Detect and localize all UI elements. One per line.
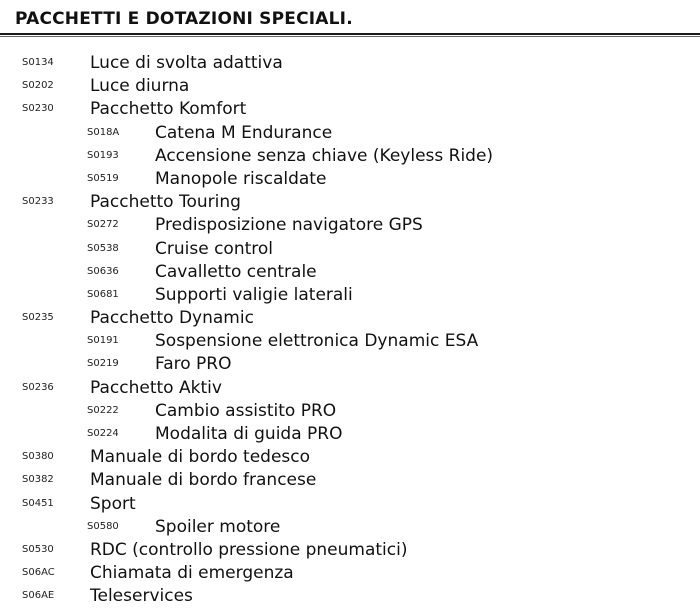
list-item-sub xyxy=(0,423,700,446)
list-item-sub xyxy=(0,145,700,168)
list-item-sub xyxy=(0,168,700,191)
option-label: Cambio assistito PRO xyxy=(155,400,337,421)
option-label: Spoiler motore xyxy=(155,516,281,537)
option-code: S0191 xyxy=(87,335,119,347)
option-label: Accensione senza chiave (Keyless Ride) xyxy=(155,145,494,166)
list-item-sub xyxy=(0,122,700,145)
list-item-sub xyxy=(0,284,700,307)
option-code: S0233 xyxy=(22,196,54,208)
option-code: S0236 xyxy=(22,381,54,393)
list-item-sub xyxy=(0,330,700,353)
option-label: Predisposizione navigatore GPS xyxy=(155,215,423,236)
list-item xyxy=(0,75,700,98)
option-label: Pacchetto Dynamic xyxy=(90,308,254,329)
option-code: S0382 xyxy=(22,474,54,486)
option-label: Manopole riscaldate xyxy=(155,168,327,189)
equipment-list xyxy=(0,52,700,609)
option-code: S0230 xyxy=(22,103,54,115)
option-label: Chiamata di emergenza xyxy=(90,563,294,584)
list-item xyxy=(0,562,700,585)
option-code: S0193 xyxy=(87,149,119,161)
list-item xyxy=(0,446,700,469)
option-label: Modalita di guida PRO xyxy=(155,424,343,444)
option-code: S0235 xyxy=(22,312,54,324)
option-label: Sospensione elettronica Dynamic ESA xyxy=(155,331,479,352)
list-item xyxy=(0,539,700,562)
option-code: S0272 xyxy=(87,219,119,231)
option-label: RDC (controllo pressione pneumatici) xyxy=(90,539,408,560)
list-item xyxy=(0,469,700,492)
list-item-sub xyxy=(0,238,700,261)
list-item xyxy=(0,307,700,330)
list-item xyxy=(0,585,700,608)
option-label: Cruise control xyxy=(155,238,274,259)
option-label: Manuale di bordo francese xyxy=(90,470,317,491)
option-code: S06AE xyxy=(22,590,55,602)
option-code: S0519 xyxy=(87,172,119,184)
title-divider xyxy=(0,33,700,37)
list-item xyxy=(0,191,700,214)
option-code: S0222 xyxy=(87,404,119,416)
option-code: S0530 xyxy=(22,543,54,555)
option-code: S0636 xyxy=(87,265,119,277)
option-label: Pacchetto Komfort xyxy=(90,99,247,120)
option-label: Luce di svolta adattiva xyxy=(90,53,283,73)
option-label: Teleservices xyxy=(90,586,193,607)
option-label: Sport xyxy=(90,493,136,514)
option-code: S0681 xyxy=(87,288,119,300)
option-code: S0380 xyxy=(22,451,54,463)
list-item xyxy=(0,377,700,400)
list-item-sub xyxy=(0,261,700,284)
option-code: S0224 xyxy=(87,428,119,439)
list-item-sub xyxy=(0,214,700,237)
option-label: Faro PRO xyxy=(155,354,232,375)
option-code: S0451 xyxy=(22,497,54,509)
list-item xyxy=(0,52,700,75)
option-code: S06AC xyxy=(22,567,55,579)
option-code: S0538 xyxy=(87,242,119,254)
option-code: S0202 xyxy=(22,80,54,92)
option-code: S018A xyxy=(87,126,120,138)
option-code: S0134 xyxy=(22,57,54,68)
list-item xyxy=(0,493,700,516)
option-label: Cavalletto centrale xyxy=(155,261,317,282)
option-label: Supporti valigie laterali xyxy=(155,284,353,305)
list-item-sub xyxy=(0,400,700,423)
option-label: Manuale di bordo tedesco xyxy=(90,447,311,468)
option-label: Catena M Endurance xyxy=(155,122,333,143)
list-item xyxy=(0,98,700,121)
option-label: Luce diurna xyxy=(90,76,190,97)
option-label: Pacchetto Aktiv xyxy=(90,377,222,398)
option-label: Pacchetto Touring xyxy=(90,192,241,213)
list-item-sub xyxy=(0,353,700,376)
list-item-sub xyxy=(0,516,700,539)
option-code: S0580 xyxy=(87,520,119,532)
option-code: S0219 xyxy=(87,358,119,370)
page-title: PACCHETTI E DOTAZIONI SPECIALI. xyxy=(15,9,353,29)
